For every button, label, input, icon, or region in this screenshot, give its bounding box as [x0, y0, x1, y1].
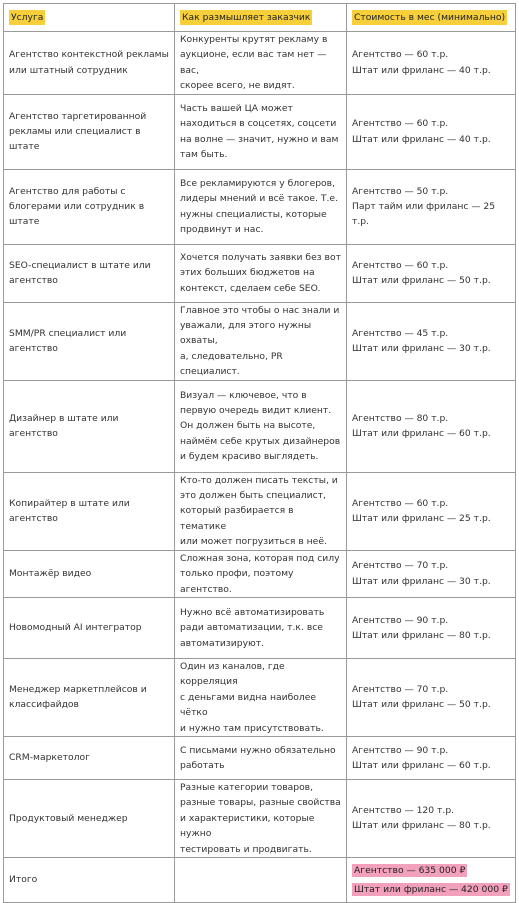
table-row [4, 302, 516, 380]
thinking-cell [175, 550, 347, 597]
cost-cell [347, 32, 516, 95]
thinking-cell [175, 658, 347, 736]
thinking-line: С письмами нужно обязательно [180, 744, 336, 756]
thinking-line: Главное это чтобы о нас знали и [180, 304, 340, 316]
thinking-line: лидеры мнений и всё такое. Т.е. [180, 193, 338, 205]
thinking-line: находиться в соцсетях, соцсети [180, 118, 337, 130]
thinking-line: Хочется получать заявки без вот [180, 252, 341, 264]
thinking-line: этих больших бюджетов на [180, 267, 315, 279]
thinking-line: нужны специалисты, которые [180, 208, 327, 220]
thinking-cell [175, 169, 347, 244]
table-row [4, 380, 516, 472]
cost-freelance: Штат или фриланс — 60 т.р. [352, 759, 491, 771]
table-row [4, 32, 516, 95]
thinking-cell [175, 244, 347, 302]
total-label-cell [4, 857, 175, 902]
header-cell-service [4, 4, 175, 32]
cost-freelance: Штат или фриланс — 50 т.р. [352, 699, 491, 711]
table-row [4, 169, 516, 244]
thinking-line: наймём себе крутых дизайнеров [180, 435, 341, 447]
thinking-line: Один из каналов, где корреляция [180, 660, 285, 688]
service-name: Новомодный AI интегратор [9, 622, 142, 634]
table-row [4, 472, 516, 550]
service-name: Монтажёр видео [9, 568, 92, 580]
service-cell [4, 244, 175, 302]
service-name: Копирайтер в штате или агентство [9, 497, 130, 525]
cost-freelance: Штат или фриланс — 60 т.р. [352, 428, 491, 440]
service-cell [4, 597, 175, 658]
thinking-line: и нужно там присутствовать. [180, 722, 324, 734]
total-freelance: Штат или фриланс — 420 000 ₽ [354, 883, 508, 895]
thinking-line: аукционе, если вас там нет — вас, [180, 49, 327, 76]
table-row [4, 736, 516, 779]
cost-agency: Агентство — 60 т.р. [352, 497, 449, 509]
cost-cell [347, 472, 516, 550]
thinking-cell [175, 472, 347, 550]
thinking-line: Нужно всё автоматизировать [180, 606, 325, 618]
cost-freelance: Штат или фриланс — 80 т.р. [352, 820, 491, 832]
cost-cell [347, 302, 516, 380]
service-cell [4, 472, 175, 550]
thinking-cell [175, 736, 347, 779]
total-label: Итого [9, 874, 38, 886]
thinking-line: на волне — значит, нужно и вам [180, 133, 339, 145]
thinking-cell [175, 94, 347, 169]
thinking-cell [175, 597, 347, 658]
cost-agency: Агентство — 90 т.р. [352, 744, 449, 756]
table-row [4, 658, 516, 736]
service-cell [4, 736, 175, 779]
cost-cell [347, 550, 516, 597]
cost-freelance: Парт тайм или фриланс — 25 т.р. [352, 200, 496, 228]
thinking-line: Визуал — ключевое, что в [180, 389, 307, 401]
service-name: Агентство контекстной рекламы или штатный сотрудник [9, 49, 169, 76]
thinking-line: ради автоматизации, т.к. все [180, 622, 323, 634]
thinking-line: с деньгами видна наиболее чётко [180, 691, 317, 719]
cost-cell [347, 736, 516, 779]
cost-cell [347, 169, 516, 244]
thinking-line: и характеристики, которые нужно [180, 812, 315, 840]
cost-freelance: Штат или фриланс — 25 т.р. [352, 513, 491, 525]
service-name: Агентство для работы с блогерами или сотрудник в штате [9, 185, 145, 228]
total-empty-cell [175, 857, 347, 902]
header-cell-thinking [175, 4, 347, 32]
cost-agency: Агентство — 60 т.р. [352, 118, 449, 130]
cost-freelance: Штат или фриланс — 50 т.р. [352, 275, 491, 287]
thinking-line: или может погрузиться в неё. [180, 536, 327, 548]
cost-cell [347, 779, 516, 857]
cost-freelance: Штат или фриланс — 30 т.р. [352, 575, 491, 587]
thinking-line: там быть. [180, 149, 228, 161]
service-cell [4, 380, 175, 472]
total-line [352, 880, 510, 899]
thinking-line: Часть вашей ЦА может [180, 102, 293, 114]
cost-agency: Агентство — 50 т.р. [352, 185, 449, 197]
table-row [4, 94, 516, 169]
cost-agency: Агентство — 80 т.р. [352, 412, 449, 424]
service-name: Менеджер маркетплейсов и классифайдов [9, 684, 147, 711]
thinking-line: работать [180, 759, 225, 771]
cost-cell [347, 658, 516, 736]
thinking-line: и будем красиво выглядеть. [180, 451, 319, 463]
table-row [4, 779, 516, 857]
thinking-line: первую очередь видит клиент. [180, 405, 332, 417]
table-row [4, 244, 516, 302]
total-row [4, 857, 516, 902]
thinking-line: продвинут и нас. [180, 224, 264, 236]
thinking-line: Он должен быть на высоте, [180, 420, 316, 432]
header-cell-cost [347, 4, 516, 32]
service-name: Дизайнер в штате или агентство [9, 412, 119, 440]
thinking-line: а, следовательно, PR специалист. [180, 350, 283, 378]
cost-agency: Агентство — 70 т.р. [352, 560, 449, 572]
thinking-line: скорее всего, не видят. [180, 80, 295, 92]
cost-cell [347, 244, 516, 302]
thinking-cell [175, 380, 347, 472]
total-cost-cell [347, 857, 516, 902]
cost-cell [347, 597, 516, 658]
service-cell [4, 302, 175, 380]
service-cell [4, 94, 175, 169]
service-cell [4, 169, 175, 244]
service-cell [4, 550, 175, 597]
thinking-line: автоматизируют. [180, 637, 265, 649]
cost-cell [347, 94, 516, 169]
thinking-line: Кто-то должен писать тексты, и [180, 474, 338, 486]
thinking-line: контекст, сделаем себе SEO. [180, 282, 321, 294]
thinking-line: тестировать и продвигать. [180, 843, 312, 855]
thinking-cell [175, 302, 347, 380]
total-agency: Агентство — 635 000 ₽ [354, 864, 466, 876]
cost-freelance: Штат или фриланс — 80 т.р. [352, 629, 491, 641]
service-cell [4, 658, 175, 736]
cost-cell [347, 380, 516, 472]
service-name: SEO-специалист в штате или агентство [9, 259, 151, 287]
header-thinking-label: Как размышляет заказчик [182, 11, 311, 23]
thinking-line: только профи, поэтому агентство. [180, 568, 294, 595]
thinking-line: уважали, для этого нужны охваты, [180, 320, 312, 347]
cost-agency: Агентство — 45 т.р. [352, 327, 449, 339]
table-body [4, 4, 516, 903]
cost-agency: Агентство — 90 т.р. [352, 614, 449, 626]
header-row [4, 4, 516, 32]
thinking-line: Сложная зона, которая под силу [180, 552, 340, 564]
thinking-line: Разные категории товаров, [180, 781, 314, 793]
thinking-line: Конкуренты крутят рекламу в [180, 34, 328, 45]
thinking-line: который разбирается в тематике [180, 505, 294, 532]
cost-agency: Агентство — 70 т.р. [352, 684, 449, 696]
service-name: Продуктовый менеджер [9, 812, 128, 824]
cost-freelance: Штат или фриланс — 30 т.р. [352, 343, 491, 355]
cost-freelance: Штат или фриланс — 40 т.р. [352, 64, 491, 76]
service-name: Агентство таргетированной рекламы или специалист в штате [9, 110, 147, 153]
service-cell [4, 779, 175, 857]
thinking-line: разные товары, разные свойства [180, 797, 341, 809]
cost-table [3, 3, 516, 903]
cost-agency: Агентство — 60 т.р. [352, 49, 449, 61]
cost-agency: Агентство — 60 т.р. [352, 259, 449, 271]
cost-agency: Агентство — 120 т.р. [352, 805, 455, 817]
header-service-label: Услуга [11, 11, 44, 23]
thinking-cell [175, 779, 347, 857]
thinking-line: Все рекламируются у блогеров, [180, 177, 336, 189]
service-cell [4, 32, 175, 95]
header-cost-label: Стоимость в мес (минимально) [354, 11, 506, 23]
table-row [4, 550, 516, 597]
service-name: CRM-маркетолог [9, 752, 90, 764]
total-line [352, 861, 510, 880]
thinking-line: это должен быть специалист, [180, 490, 326, 502]
service-name: SMM/PR специалист или агентство [9, 327, 127, 355]
table-row [4, 597, 516, 658]
cost-freelance: Штат или фриланс — 40 т.р. [352, 133, 491, 145]
thinking-cell [175, 32, 347, 95]
